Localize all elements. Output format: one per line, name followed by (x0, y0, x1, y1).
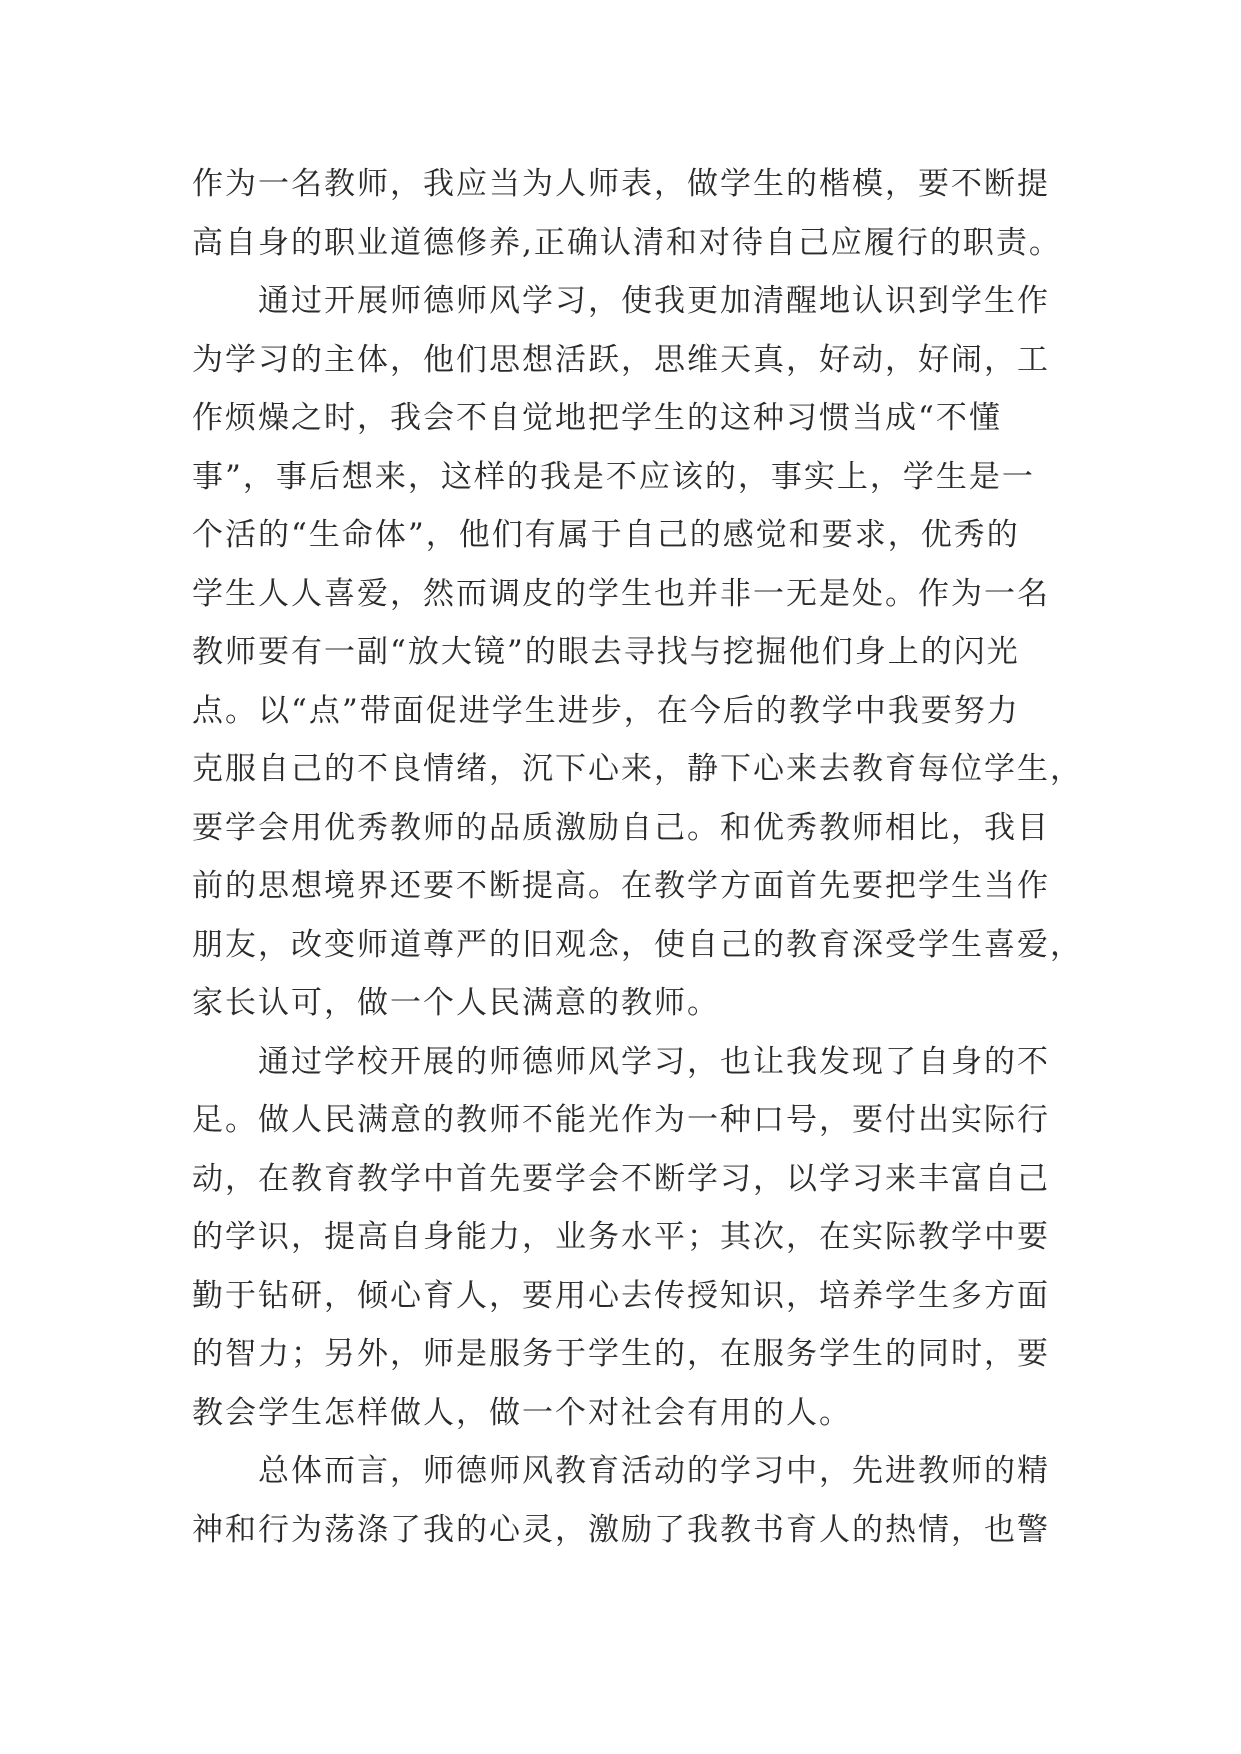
text-line: 通过学校开展的师德师风学习，也让我发现了自身的不 (192, 1043, 1050, 1080)
text-line: 教会学生怎样做人，做一个对社会有用的人。 (192, 1394, 852, 1431)
text-line: 的学识，提高自身能力，业务水平；其次，在实际教学中要 (192, 1219, 1050, 1255)
text-line: 前的思想境界还要不断提高。在教学方面首先要把学生当作 (192, 868, 1050, 904)
text-line: 点。以“点”带面促进学生进步，在今后的教学中我要努力 (192, 692, 1020, 729)
text-line: 克服自己的不良情绪，沉下心来，静下心来去教育每位学生， (192, 751, 1083, 787)
text-line: 事”，事后想来，这样的我是不应该的，事实上，学生是一 (192, 458, 1035, 495)
text-line: 通过开展师德师风学习，使我更加清醒地认识到学生作 (192, 283, 1050, 319)
text-line: 个活的“生命体”，他们有属于自己的感觉和要求，优秀的 (192, 517, 1020, 553)
text-line: 学生人人喜爱，然而调皮的学生也并非一无是处。作为一名 (192, 575, 1050, 612)
text-line: 高自身的职业道德修养,正确认清和对待自己应履行的职责。 (192, 224, 1062, 261)
text-line: 要学会用优秀教师的品质激励自己。和优秀教师相比，我目 (192, 809, 1050, 846)
text-line: 朋友，改变师道尊严的旧观念，使自己的教育深受学生喜爱， (192, 926, 1083, 963)
text-line: 作烦燥之时，我会不自觉地把学生的这种习惯当成“不懂 (192, 400, 1002, 436)
document-body (192, 155, 1092, 1559)
text-line: 神和行为荡涤了我的心灵，激励了我教书育人的热情，也警 (192, 1511, 1050, 1548)
text-line: 教师要有一副“放大镜”的眼去寻找与挖掘他们身上的闪光 (192, 634, 1020, 670)
text-line: 为学习的主体，他们思想活跃，思维天真，好动，好闹，工 (192, 341, 1050, 378)
text-line: 勤于钻研，倾心育人，要用心去传授知识，培养学生多方面 (192, 1277, 1050, 1314)
text-line: 总体而言，师德师风教育活动的学习中，先进教师的精 (192, 1453, 1050, 1489)
text-line: 足。做人民满意的教师不能光作为一种口号，要付出实际行 (192, 1102, 1050, 1138)
text-line: 的智力；另外，师是服务于学生的，在服务学生的同时，要 (192, 1336, 1050, 1372)
text-line: 家长认可，做一个人民满意的教师。 (192, 985, 720, 1021)
text-line: 动，在教育教学中首先要学会不断学习，以学习来丰富自己 (192, 1160, 1050, 1197)
text-line: 作为一名教师，我应当为人师表，做学生的楷模，要不断提 (192, 166, 1050, 202)
